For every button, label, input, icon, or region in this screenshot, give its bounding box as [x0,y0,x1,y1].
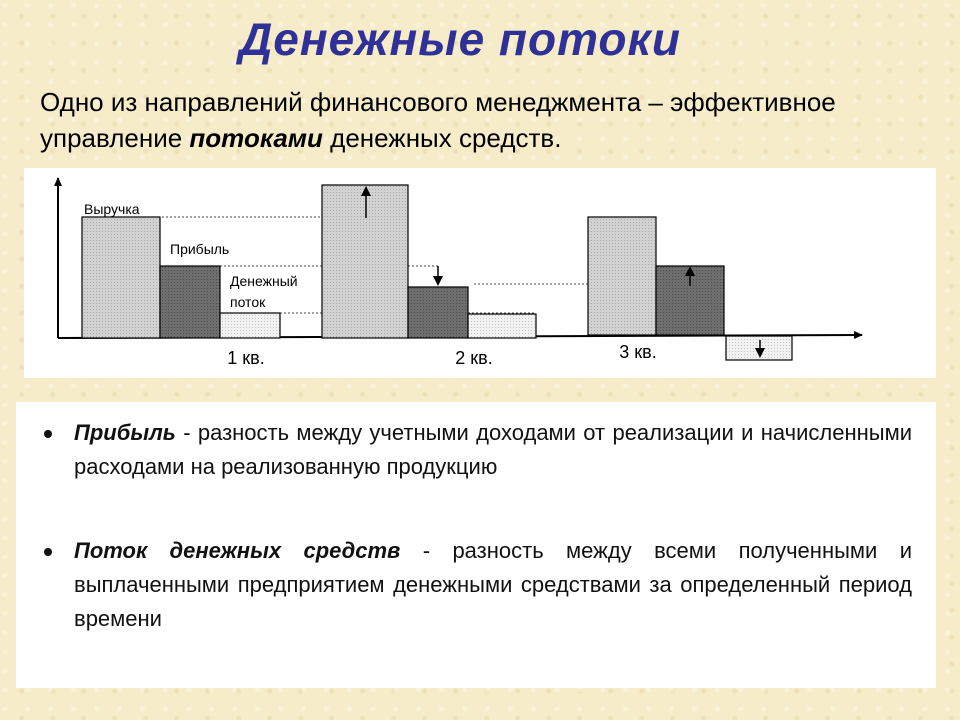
q3-revenue-bar [588,217,656,335]
q1-revenue-bar [82,217,160,338]
intro-emphasis: потоками [189,123,323,153]
cashflow-diagram-panel [24,168,936,378]
quarter-label-2: 2 кв. [455,348,493,368]
q2-revenue-bar [322,185,408,338]
intro-text [40,84,940,156]
q1-profit-bar [160,266,220,338]
bullet-icon [44,548,52,556]
definition-term: Прибыль [74,420,176,445]
revenue-label: Выручка [84,201,140,217]
q2-profit-bar [408,287,468,338]
q1-cashflow-bar [220,313,280,338]
definition-text: - разность между всеми полученными и выплаченными предприятием денежными средствами за определенный период времени [74,538,912,631]
bullet-icon [44,430,52,438]
cashflow-label-line-1: Денежный [230,273,298,289]
q2-profit-down-arrow [433,266,443,286]
definition-cashflow [44,534,912,636]
quarter-label-1: 1 кв. [227,348,265,368]
cashflow-diagram [24,168,936,378]
quarter-label-3: 3 кв. [619,342,657,362]
definitions-panel [16,402,936,688]
cashflow-label-line-2: поток [230,294,266,310]
definition-text: - разность между учетными доходами от реализации и начисленными расходами на реализованную продукцию [74,420,912,479]
slide-title: Денежные потоки [239,13,681,65]
definition-profit [44,416,912,484]
profit-label: Прибыль [170,241,230,257]
q2-cashflow-bar [468,314,536,338]
intro-part-2: денежных средств. [322,123,562,153]
intro-part-1: Одно из направлений финансового менеджмента – эффективное управление [40,87,836,153]
definition-term: Поток денежных средств [74,538,401,563]
definitions-list [44,416,912,636]
